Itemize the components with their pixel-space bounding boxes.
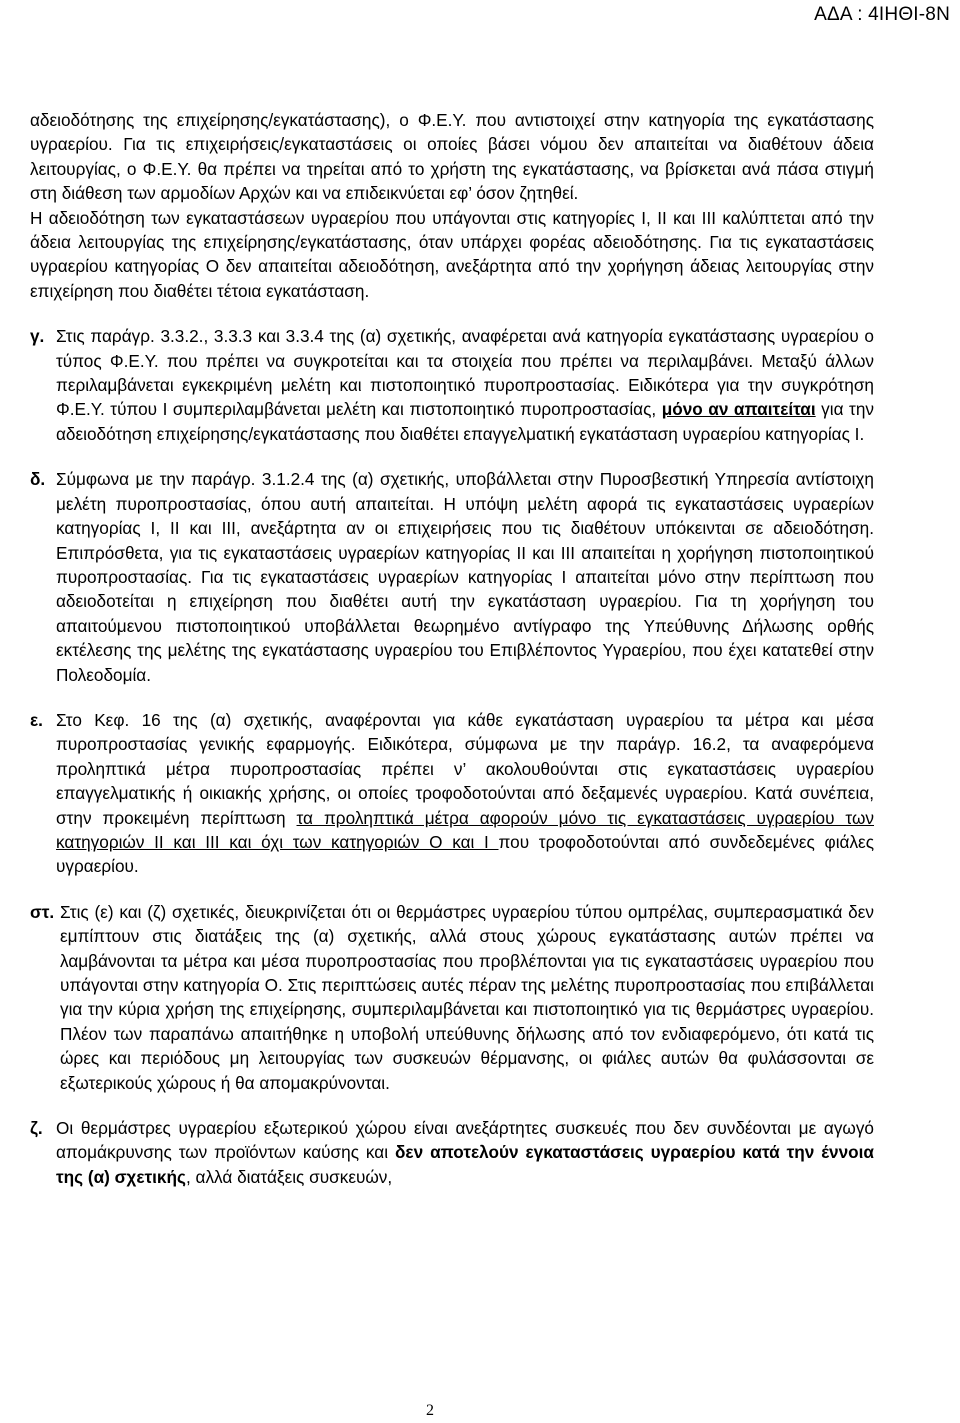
section-zeta-text-start: Οι θερμάστρες υγραερίου εξωτερικού χώρου είναι ανεξάρτητες συσκευές που δεν συνδέονται με αγωγό απομάκρυνσης των προϊόντων καύσης και bbox=[56, 1118, 874, 1163]
intro-paragraph-1: αδειοδότησης της επιχείρησης/εγκατάστασης), ο Φ.Ε.Υ. που αντιστοιχεί στην κατηγορία της εγκατάστασης υγραερίου. Για τις επιχειρήσεις/εγκαταστάσεις οι οποίες βάσει νόμου δεν απαιτείται να διαθέτουν άδεια λειτουργίας, ο Φ.Ε.Υ. θα πρέπει να τηρείται από το χρήστη της εγκατάστασης, να βρίσκεται ανά πάσα στιγμή στη διάθεση των αρμοδίων Αρχών και να επιδεικνύεται εφ’ όσον ζητηθεί. bbox=[30, 110, 874, 204]
section-zeta-emphasis: δεν αποτελούν εγκαταστάσεις υγραερίου κατά την έννοια της (α) σχετικής bbox=[56, 1142, 875, 1187]
section-zeta-text-end: , αλλά διατάξεις συσκευών, bbox=[185, 1166, 393, 1187]
section-epsilon bbox=[30, 708, 874, 879]
intro-paragraph-2: Η αδειοδότηση των εγκαταστάσεων υγραερίου που υπάγονται στις κατηγορίες Ι, ΙΙ και ΙΙΙ καλύπτεται από την άδεια λειτουργίας της επιχείρησης/εγκατάστασης, όταν υπάρχει φορέας αδειοδότησης. Για τις εγκαταστάσεις υγραερίου κατηγορίας Ο δεν απαιτείται αδειοδότηση, ανεξάρτητα από την χορήγηση άδειας λειτουργίας στην επιχείρηση που διαθέτει τέτοια εγκατάσταση. bbox=[30, 207, 874, 301]
section-epsilon-text-start: Στο Κεφ. 16 της (α) σχετικής, αναφέρονται για κάθε εγκατάσταση υγραερίου τα μέτρα και μέσα πυροπροστασίας γενικής εφαρμογής. Ειδικότερα, σύμφωνα με την παράγρ. 16.2, τα αναφερόμενα προληπτικά μέτρα πυροπροστασίας πρέπει ν’ ακολουθούνται στις εγκαταστάσεις υγραερίου επαγγελματικής ή οικιακής χρήσης, οι οποίες τροφοδοτούνται από δεξαμενές υγραερίου. Κατά συνέπεια, στην προκειμένη περίπτωση bbox=[56, 709, 874, 828]
section-st bbox=[30, 900, 874, 1095]
section-gamma-label: γ. bbox=[30, 326, 45, 347]
ada-code-header: ΑΔΑ : 4ΙΗΘΙ-8Ν bbox=[814, 4, 950, 25]
section-epsilon-text bbox=[56, 708, 874, 879]
section-zeta-label: ζ. bbox=[30, 1118, 43, 1139]
section-gamma-text bbox=[56, 324, 874, 446]
section-zeta bbox=[30, 1116, 874, 1189]
section-delta-text: Σύμφωνα με την παράγρ. 3.1.2.4 της (α) σχετικής, υποβάλλεται στην Πυροσβεστική Υπηρεσία αντίστοιχη μελέτη πυροπροστασίας, όπου αυτή απαιτείται. Η υπόψη μελέτη αφορά τις εγκαταστάσεις υγραερίων κατηγορίας Ι, ΙΙ και ΙΙΙ, ανεξάρτητα αν οι επιχειρήσεις που τις διαθέτουν υπόκεινται σε αδειοδότηση. Επιπρόσθετα, για τις εγκαταστάσεις υγραερίων κατηγορίας ΙΙ και ΙΙΙ απαιτείται η χορήγηση πιστοποιητικού πυροπροστασίας. Για τις εγκαταστάσεις υγραερίων κατηγορίας Ι απαιτείται μόνο στην περίπτωση που αδειοδοτείται η επιχείρηση που διαθέτει αυτή την εγκατάσταση υγραερίου. Για τη χορήγηση του απαιτούμενου πιστοποιητικού υποβάλλεται θεωρημένο αντίγραφο της Υπεύθυνης Δήλωσης ορθής εκτέλεσης της μελέτης της εγκατάστασης υγραερίου του Επιβλέποντος Υγραερίου, που έχει κατατεθεί στην Πολεοδομία. bbox=[56, 469, 874, 685]
section-st-label: στ. bbox=[30, 901, 55, 922]
document-body bbox=[30, 108, 874, 1189]
section-zeta-text bbox=[56, 1116, 874, 1189]
section-gamma-emphasis: μόνο αν απαιτείται bbox=[661, 399, 816, 420]
section-gamma-text-start: Στις παράγρ. 3.3.2., 3.3.3 και 3.3.4 της (α) σχετικής, αναφέρεται ανά κατηγορία εγκατάστασης υγραερίου ο τύπος Φ.Ε.Υ. που πρέπει να συγκροτείται και τα στοιχεία που πρέπει να περιλαμβάνει. Μεταξύ άλλων περιλαμβάνεται εγκεκριμένη μελέτη και πιστοποιητικό πυροπροστασίας. Ειδικότερα για την συγκρότηση Φ.Ε.Υ. τύπου Ι συμπεριλαμβάνεται μελέτη και πιστοποιητικό πυροπροστασίας, bbox=[56, 326, 874, 420]
section-gamma-text-end: για την αδειοδότηση επιχείρησης/εγκατάστασης που διαθέτει επαγγελματική εγκατάσταση υγραερίου κατηγορίας Ι. bbox=[56, 399, 874, 444]
section-epsilon-text-end: που τροφοδοτούνται από συνδεδεμένες φιάλες υγραερίου. bbox=[56, 831, 874, 877]
section-delta bbox=[30, 467, 874, 687]
section-gamma bbox=[30, 324, 874, 446]
section-epsilon-emphasis: τα προληπτικά μέτρα αφορούν μόνο τις εγκαταστάσεις υγραερίου των κατηγοριών ΙΙ και ΙΙΙ και όχι των κατηγοριών Ο και Ι bbox=[56, 807, 874, 852]
section-st-text: Στις (ε) και (ζ) σχετικές, διευκρινίζεται ότι οι θερμάστρες υγραερίου τύπου ομπρέλας, συμπερασματικά δεν εμπίπτουν στις διατάξεις της (α) σχετικής, αλλά στους χώρους εγκατάστασης αυτών πρέπει να λαμβάνονται τα μέτρα και μέσα πυροπροστασίας που προβλέπονται για τις εγκαταστάσεις υγραερίου που υπάγονται στην κατηγορία Ο. Στις περιπτώσεις αυτές πέραν της μελέτης πυροπροστασίας που επιβάλλεται για την κύρια χρήση της επιχείρησης, συμπεριλαμβάνεται και πιστοποιητικό για τις θερμάστρες υγραερίου. Πλέον των παραπάνω απαιτήθηκε η υποβολή υπεύθυνης δήλωσης από τον ενδιαφερόμενο, ότι κατά τις ώρες και περιόδους μη λειτουργίας των συσκευών θέρμανσης, οι φιάλες αυτών θα φυλάσσονται σε εξωτερικούς χώρους ή θα απομακρύνονται. bbox=[60, 901, 874, 1093]
section-delta-label: δ. bbox=[30, 469, 46, 490]
page-number: 2 bbox=[426, 1402, 434, 1419]
section-epsilon-label: ε. bbox=[30, 709, 43, 730]
